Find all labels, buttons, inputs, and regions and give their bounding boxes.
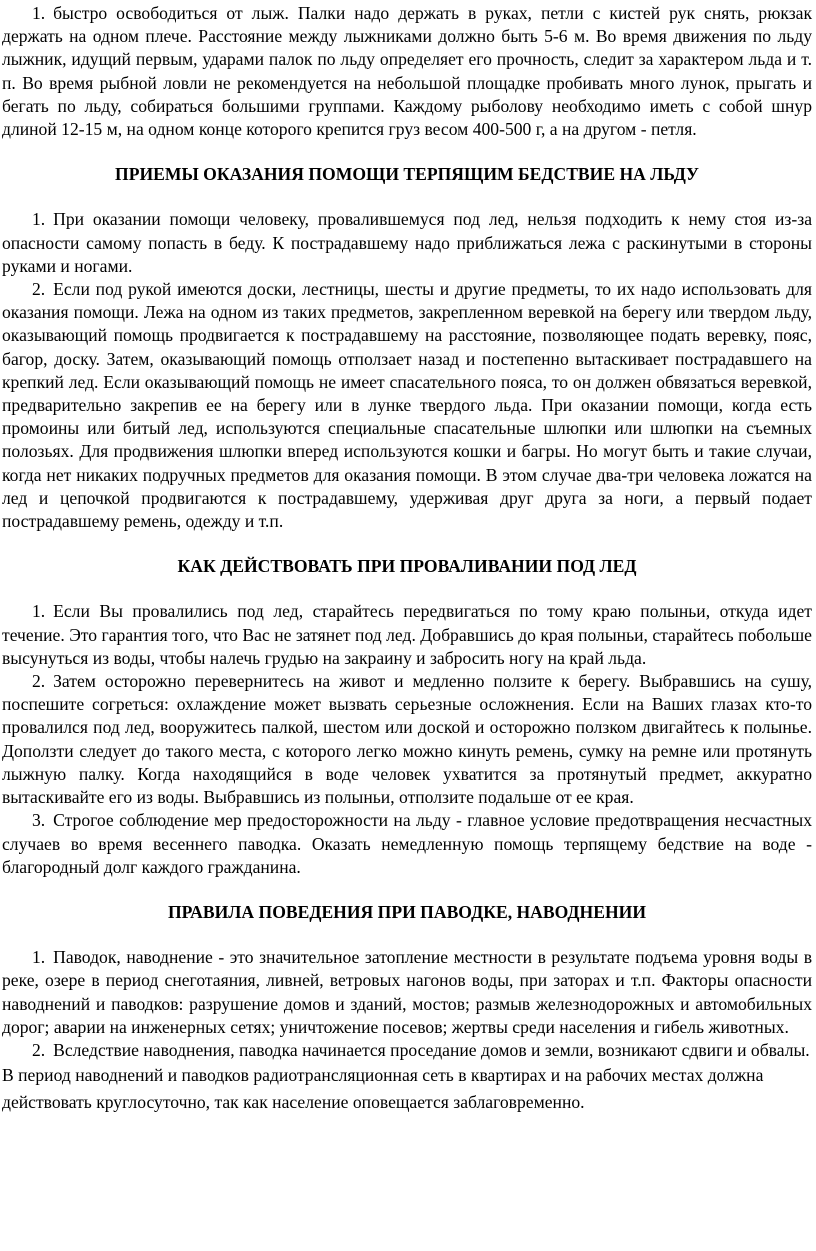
list-item bbox=[2, 600, 812, 670]
list-number: 2. bbox=[32, 671, 46, 692]
paragraph-text: быстро освободиться от лыж. Палки надо держать в руках, петли с кистей рук снять, рюкзак держать на одном плече. Расстояние между лыжниками должно быть 5-6 м. Во время движения по льду лыжник, идущий первым, ударами палок по льду определяет его прочность, следит за характером льда и т. п. Во время рыбной ловли не рекомендуется на небольшой площадке пробивать много лунок, прыгать и бегать по льду, собираться большими группами. Каждому рыболову необходимо иметь с собой шнур длиной 12-15 м, на одном конце которого крепится груз весом 400-500 г, а на другом - петля. bbox=[2, 3, 812, 140]
list-number: 1. bbox=[32, 947, 46, 968]
section-heading-ice-rescue: ПРИЕМЫ ОКАЗАНИЯ ПОМОЩИ ТЕРПЯЩИМ БЕДСТВИЕ НА ЛЬДУ bbox=[115, 164, 699, 185]
section-heading-falling-through-ice: КАК ДЕЙСТВОВАТЬ ПРИ ПРОВАЛИВАНИИ ПОД ЛЕД bbox=[177, 556, 637, 577]
closing-paragraph: В период наводнений и паводков радиотрансляционная сеть в квартирах и на рабочих местах должна действовать круглосуточно, так как население оповещается заблаговременно. bbox=[2, 1065, 764, 1113]
section-heading-flood-rules: ПРАВИЛА ПОВЕДЕНИЯ ПРИ ПАВОДКЕ, НАВОДНЕНИИ bbox=[167, 901, 647, 922]
list-item bbox=[2, 208, 812, 278]
list-item bbox=[2, 278, 812, 533]
paragraph-text: При оказании помощи человеку, провалившемуся под лед, нельзя подходить к нему стоя из-за опасности самому попасть в беду. К пострадавшему надо приближаться лежа с раскинутыми в стороны руками и ногами. bbox=[2, 209, 812, 276]
list-item bbox=[2, 1039, 812, 1062]
list-item bbox=[2, 670, 812, 809]
list-number: 2. bbox=[32, 279, 46, 300]
list-number: 1. bbox=[32, 601, 46, 622]
list-number: 2. bbox=[32, 1039, 46, 1060]
list-number: 1. bbox=[32, 209, 46, 230]
list-item bbox=[2, 946, 812, 1039]
list-number: 3. bbox=[32, 810, 46, 831]
paragraph-text: Строгое соблюдение мер предосторожности на льду - главное условие предотвращения несчастных случаев во время весеннего паводка. Оказать немедленную помощь терпящему бедствие на воде - благородный долг каждого гражданина. bbox=[2, 810, 812, 877]
list-number: 1. bbox=[32, 3, 46, 23]
paragraph-text: Затем осторожно перевернитесь на живот и медленно ползите к берегу. Выбравшись на сушу, поспешите согреться: охлаждение может вызвать серьезные осложнения. Если на Ваших глазах кто-то провалился под лед, вооружитесь палкой, шестом или доской и осторожно ползком двигайтесь к полынье. Доползти следует до такого места, с которого легко можно кинуть ремень, сумку на ремне или протянуть лыжную палку. Когда находящийся в воде человек ухватится за протянутый предмет, аккуратно вытаскивайте его из воды. Выбравшись из полыньи, отползите подальше от ее края. bbox=[2, 671, 812, 808]
paragraph-text: Вследствие наводнения, паводка начинается проседание домов и земли, возникают сдвиги и обвалы. bbox=[53, 1039, 810, 1060]
paragraph-text: Если Вы провалились под лед, старайтесь передвигаться по тому краю полыньи, откуда идет течение. Это гарантия того, что Вас не затянет под лед. Добравшись до края полыньи, старайтесь побольше высунуться из воды, чтобы налечь грудью на закраину и забросить ногу на край льда. bbox=[2, 601, 812, 668]
paragraph-text: Паводок, наводнение - это значительное затопление местности в результате подъема уровня воды в реке, озере в период снеготаяния, ливней, ветровых нагонов воды, при заторах и т.п. Факторы опасности наводнений и паводков: разрушение домов и зданий, мостов; размыв железнодорожных и автомобильных дорог; аварии на инженерных сетях; уничтожение посевов; жертвы среди населения и гибель животных. bbox=[2, 947, 812, 1037]
list-item bbox=[2, 809, 812, 879]
intro-paragraph bbox=[2, 2, 812, 141]
paragraph-text: Если под рукой имеются доски, лестницы, шесты и другие предметы, то их надо использовать для оказания помощи. Лежа на одном из таких предметов, закрепленном веревкой на берегу или твердом льду, оказывающий помощь продвигается к пострадавшему на расстояние, позволяющее подать веревку, пояс, багор, доску. Затем, оказывающий помощь отползает назад и постепенно вытаскивает пострадавшего на крепкий лед. Если оказывающий помощь не имеет спасательного пояса, то он должен обвязаться веревкой, предварительно закрепив ее на берегу или в лунке твердого льда. При оказании помощи, когда есть промоины или битый лед, используются специальные спасательные шлюпки или шлюпки на съемных полозьях. Для продвижения шлюпки вперед используются кошки и багры. Но могут быть и такие случаи, когда нет никаких подручных предметов для оказания помощи. В этом случае два-три человека ложатся на лед и цепочкой продвигаются к пострадавшему, удерживая друг друга за ноги, а первый подает пострадавшему ремень, одежду и т.п. bbox=[2, 279, 812, 532]
